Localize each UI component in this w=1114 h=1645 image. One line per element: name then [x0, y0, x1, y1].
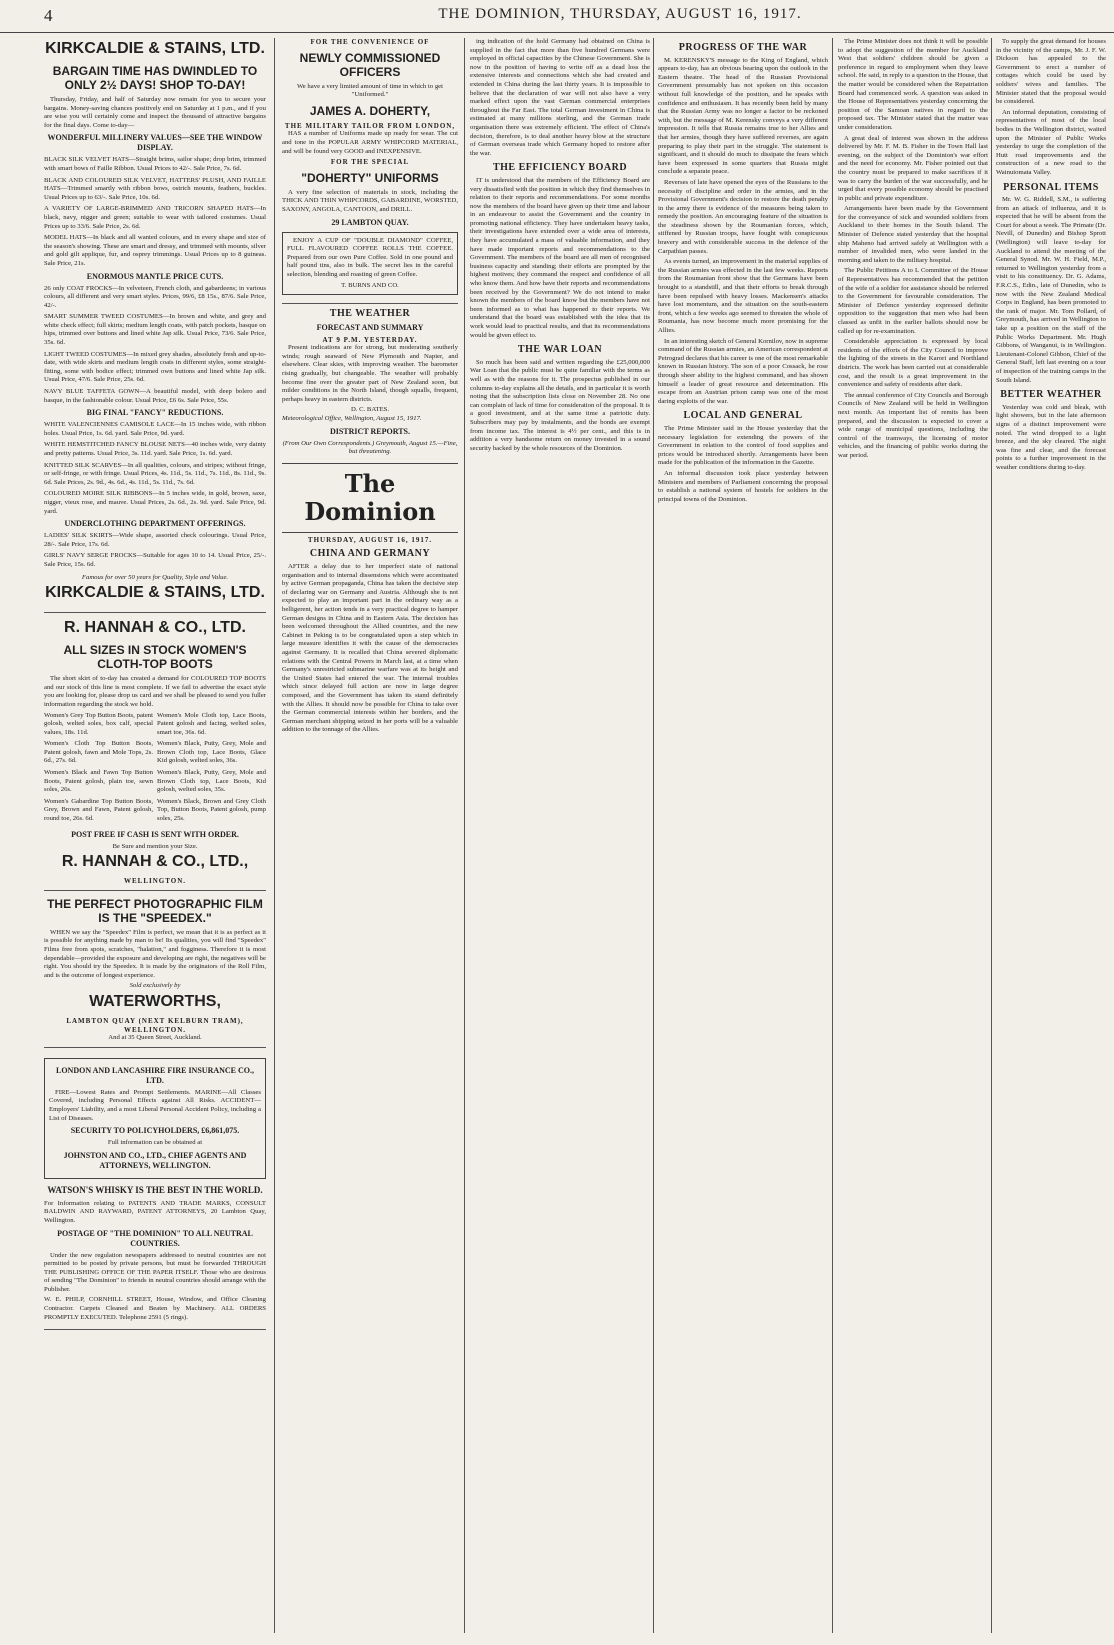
officers-headline: NEWLY COMMISSIONED OFFICERS: [299, 50, 441, 79]
post-free-notice: POST FREE IF CASH IS SENT WITH ORDER.: [71, 829, 239, 839]
article-heading: CHINA AND GERMANY: [309, 548, 431, 560]
special-line: FOR THE SPECIAL: [330, 158, 410, 167]
bargain-headline: BARGAIN TIME HAS DWINDLED TO ONLY 2½ DAYS! SHOP TO-DAY!: [52, 64, 258, 92]
column-6: [996, 38, 1106, 1633]
article-body: As events turned, an improvement in the material supplies of the Russian armies was effected in the last few weeks. Reports from the Roumanian front show that the Germans have been brought to a standstill, and that their efforts to break through have been repulsed with heavy losses. Mackensen's attacks have lost momentum, and the situation on the south-eastern front, which a few weeks ago seemed to threaten the whole of Roumania, has now become much more promising for the Allies.: [658, 258, 828, 334]
fancy-heading: BIG FINAL "FANCY" REDUCTIONS.: [86, 408, 224, 418]
article-body: Yesterday was cold and bleak, with light showers, but in the late afternoon signs of a distinct improvement were noted. The wind dropped to a light breeze, and the sky cleared. The night was fine and clear, and the forecast points to a further improvement in the weather conditions during to-day.: [996, 403, 1106, 471]
article-body: The Prime Minister said in the House yesterday that the necessary legislation for extending the powers of the Government in relation to the control of food supplies and prices would be introduced shortly. Arrangements have been made for the publication of the information in the Gazette.: [658, 424, 828, 467]
article-body: To supply the great demand for houses in the vicinity of the camps, Mr. J. F. W. Dickson has appealed to the Government to erect a number of cottages which could be used by soldiers' wives and families. The Minister stated that the proposal would be considered.: [996, 38, 1106, 106]
newspaper-header-title: THE DOMINION, THURSDAY, AUGUST 16, 1917.: [438, 6, 802, 22]
insurance-name: LONDON AND LANCASHIRE FIRE INSURANCE CO., LTD.: [55, 1065, 255, 1085]
list-item: KNITTED SILK SCARVES—In all qualities, colours, and stripes; without fringe, or self-fringe, or with fringe. Usual Prices, 4s. 11d., 5s. 11d., 7s. 11d., 8s. 11d., 9s. 6d. Sale Prices, 2s. 9d., 4s. 6d., 4s. 11d., 5s. 11d., 7s. 6d.: [44, 461, 266, 486]
film-headline: THE PERFECT PHOTOGRAPHIC FILM IS THE "SPEEDEX.": [47, 896, 263, 925]
advertiser-name: KIRKCALDIE & STAINS, LTD.: [45, 584, 265, 602]
millinery-heading: WONDERFUL MILLINERY VALUES—SEE THE WINDOW DISPLAY.: [47, 133, 263, 153]
boots-headline: ALL SIZES IN STOCK WOMEN'S CLOTH-TOP BOOTS: [63, 643, 247, 672]
forecast-body: Present indications are for strong, but moderating southerly winds; rough seaward of New Plymouth and Napier, and elsewhere. Clear skies, with improving weather. The barometer rising gradually, but changeable. The weather will probably become fine over the greater part of New Zealand soon, but milder conditions in the North Island, though squalls, frequent, perhaps heavy in eastern districts.: [282, 344, 458, 403]
forecast-office: Meteorological Office, Wellington, August 15, 1917.: [282, 415, 422, 423]
mention-size: Be Sure and mention your Size.: [112, 842, 198, 850]
bargain-intro: Thursday, Friday, and half of Saturday now remain for you to secure your bargains. Money-saving chances positively end on Saturday at 1 p.m., and if you are wise you will certainly come and inspect the thousand of attractive bargains for the final days. Come to-day—: [44, 96, 266, 129]
column-rule: [464, 38, 465, 1633]
column-rule: [274, 38, 275, 1633]
article-body: An informal deputation, consisting of representatives of most of the local bodies in the Wellington district, waited upon the Minister of Public Works yesterday to urge the completion of the Hutt road improvements and the construction of a new road to the Wainuiomata Valley.: [996, 108, 1106, 176]
article-body: The Prime Minister does not think it will be possible to adopt the suggestion of the member for Auckland West that soldiers' children should be given a preference in regard to employment when they leave school. He said, in reply to a question in the House, that the matter would be considered when the Repatriation Board had commenced work. A question was asked in the House of Representatives yesterday concerning the position of the Samoan natives in regard to the proposed tax. The Minister stated that the matter was under consideration.: [838, 38, 988, 131]
forecast-heading: FORECAST AND SUMMARY: [316, 322, 424, 332]
list-item: Women's Black, Putty, Grey, Mole and Brown Cloth top, Lace Boots, Kid golosh, welted soles, 35s.: [157, 769, 266, 794]
convenience-line: FOR THE CONVENIENCE OF: [310, 38, 430, 46]
article-body: Arrangements have been made by the Government for the conveyance of sick and wounded soldiers from Auckland to their homes in the South Island. The Minister of Defence stated yesterday that the hospital ship Maheno had arrived safely at Wellington with a number of invalided men, who were landed in the morning and taken to the military hospital.: [838, 205, 988, 264]
insurance-body: FIRE—Lowest Rates and Prompt Settlements. MARINE—All Classes Covered, including Personal Effects against All Risks. ACCIDENT—Employers' Liability, and a most Liberal Personal Accident Policy, including a List of Diseases.: [49, 1088, 261, 1122]
insurance-security: SECURITY TO POLICYHOLDERS, £6,861,075.: [70, 1126, 240, 1136]
district-sub: (From Our Own Correspondents.) Greymouth, August 15.—Fine, but threatening.: [282, 439, 458, 456]
doherty-subtitle: THE MILITARY TAILOR FROM LONDON,: [284, 121, 456, 130]
column-4: [658, 38, 828, 1633]
insurance-info: Full information can be obtained at: [107, 1139, 203, 1147]
page-number: 4: [44, 6, 53, 25]
boots-left-list: [44, 712, 153, 827]
insurance-agents: JOHNSTON AND CO., LTD., CHIEF AGENTS AND ATTORNEYS, WELLINGTON.: [63, 1150, 247, 1170]
address: LAMBTON QUAY (NEXT KELBURN TRAM), WELLINGTON.: [66, 1016, 244, 1034]
article-body: A great deal of interest was shown in the address delivered by Mr. F. M. B. Fisher in the Town Hall last evening, on the subject of the Dominion's war effort and the need for economy. Mr. Fisher pointed out that the country must be prepared to make sacrifices if it was to carry the burden of the war successfully, and he urged that every possible economy should be practised in public and private expenditure.: [838, 134, 988, 202]
coffee-advert: [282, 232, 458, 296]
article-body: The Public Petitions A to L Committee of the House of Representatives has recommended that the petition of the wife of a soldier for assistance should be referred to the Government for favourable consideration. The Minister of Defence yesterday expressed definite opposition to the suggestion that men who had been classed as unfit in the earlier ballots should now be called up for re-examination.: [838, 267, 988, 335]
city-name: WELLINGTON.: [123, 877, 187, 886]
list-item: Women's Black, Putty, Grey, Mole and Brown Cloth top, Lace Boots, Glace Kid golosh, welted soles, 36s.: [157, 740, 266, 765]
list-item: SMART SUMMER TWEED COSTUMES—In brown and white, and grey and white check effect; full skirts; medium length coats, with patch pockets, basque on hips, trimmed over buttons and lined white Jap silk. Usual Price, 73/6. Sale Price, 35s. 6d.: [44, 313, 266, 347]
address: 29 LAMBTON QUAY.: [331, 217, 409, 227]
article-body: So much has been said and written regarding the £25,000,000 War Loan that the public must be quite familiar with the terms as well as with the reasons for it. The prospectus published in our columns to-day explains all the details, and in particular it is worth noting that the subscription lists close on November 28. No one can complain of lack of time for consideration of the proposal. It is a good investment, and at the same time a patriotic duty. Subscribers may pay by instalments, and the bonds are exempt from income tax. The interest is 4½ per cent., and this is in addition a very handsome return on money invested in a sound security backed by the whole resources of the Dominion.: [470, 358, 650, 452]
article-heading: THE WAR LOAN: [517, 344, 603, 356]
list-item: 26 only COAT FROCKS—In velveteen, French cloth, and gabardeens; in various colours, all different and very smart styles. Prices, 99/6, £8 15s., 87/6. Sale Price, 42/-.: [44, 284, 266, 309]
advertiser-name: R. HANNAH & CO., LTD.,: [61, 853, 249, 871]
article-body: ing indication of the hold Germany had obtained on China is supplied in the fact that more than five hundred Germans were employed in official capacities by the Chinese Government. She is now in the position of having to write off as a dead loss the extensive interests and connections which she had created and extended in China during the last thirty years. It is impossible to believe that the declaration of war will not also have a very marked effect upon the vast German commercial enterprises throughout the Far East. The total German investment in China is estimated at many millions sterling, and the German trade organisation there was extremely efficient. The effect of China's decision, therefore, is to deal another heavy blow at the structure of German overseas trade which Germany hoped to restore after the war.: [470, 38, 650, 157]
boots-right-list: [157, 712, 266, 827]
lower-adverts: [44, 1054, 266, 1331]
nameplate-title: The Dominion: [304, 468, 436, 526]
article-heading: PROGRESS OF THE WAR: [678, 42, 808, 53]
advertiser-name: JAMES A. DOHERTY,: [309, 103, 431, 118]
weather-heading: THE WEATHER: [329, 308, 411, 320]
column-rule: [991, 38, 992, 1633]
article-body: IT is understood that the members of the Efficiency Board are very dissatisfied with the position in which they find themselves in relation to their reports and recommendations. For some months now the members of the board have given up their time and labour in an endeavour to assist the Government and the country in promoting national efficiency. They have undertaken heavy tasks, their investigations have extended over a wide area of interests, they have accumulated a mass of valuable information, and they have made important reports and recommendations to the Government. The members of the board are all men of recognised business capacity and standing; their efforts are prompted by the highest motives; they command the respect and confidence of all who know them. And how have their reports and recommendations been received by the Government? We do not intend to make known the members of the board know but the members have not been informed as to what has happened to their reports. We understand that the board was established with the idea that its work would lead to practical results, and that its recommendations would be given effect to.: [470, 176, 650, 339]
whisky-advert: WATSON'S WHISKY IS THE BEST IN THE WORLD.: [47, 1184, 263, 1195]
list-item: WHITE VALENCIENNES CAMISOLE LACE—In 15 inches wide, with ribbon holes. Usual Price, 1s. 6d. yard. Sale Price, 9d. yard.: [44, 421, 266, 437]
article-body: The annual conference of City Councils and Borough Councils of New Zealand will be held in Wellington next month. An important list of remits has been prepared, and the discussion is expected to cover a wide range of municipal questions, including the control of the tramways, the licensing of motor vehicles, and the financing of public works during the war period.: [838, 391, 988, 459]
hannah-advert: [44, 619, 266, 891]
lower-left-adverts: [44, 1054, 266, 1326]
coffee-body: ENJOY A CUP OF "DOUBLE DIAMOND" COFFEE, FULL FLAVOURED COFFEE ROLLS THE COFFEE. Prepared from our own Pure Coffee. Sold in one pound and half pound tins, also in bulk. The secret lies in the careful selection, blending and roasting of green Coffee.: [287, 236, 453, 278]
patents-advert: For Information relating to PATENTS AND TRADE MARKS, CONSULT BALDWIN AND RAYWARD, PATENT ATTORNEYS, 20 Lambton Quay, Wellington.: [44, 1199, 266, 1224]
advertiser-name: R. HANNAH & CO., LTD.: [64, 619, 246, 637]
list-item: LADIES' SILK SKIRTS—Wide shape, assorted check colourings. Usual Price, 28/-. Sale Price, 17s. 6d.: [44, 532, 266, 548]
column-2: [282, 38, 458, 1633]
film-text: WHEN we say the "Speedex" Film is perfect, we mean that it is as perfect as it is possible for anything made by man to be! Its qualities, you will find "Speedex" Films free from spots, scratches, "halation," and fogginess. Therefore it is most dependable—provided the exposure and developing are right, the negatives will be right. You should try the Speedex. It is made by the originators of the Roll Film, and is the outcome of longest experience.: [44, 928, 266, 979]
postage-text: Under the new regulation newspapers addressed to neutral countries are not permitted to be posted by private persons, but must be forwarded THROUGH THE PUBLISHING OFFICE OF THE PAPER ITSELF. Those who are desirous of sending "The Dominion" to friends in neutral countries should arrange with the Publisher.: [44, 1251, 266, 1293]
list-item: BLACK SILK VELVET HATS—Straight brims, sailor shape; drop brim, trimmed with smart bows of Faille Ribbon. Usual Prices to 42/-. Sale Price, 7s. 6d.: [44, 156, 266, 172]
district-heading: DISTRICT REPORTS.: [329, 426, 411, 436]
speedex-advert: [44, 897, 266, 1048]
coffee-signature: T. BURNS AND CO.: [341, 281, 399, 289]
list-item: Women's Black, Brown and Grey Cloth Top, Button Boots, Patent golosh, pump soles, 25s.: [157, 797, 266, 823]
column-5: [838, 38, 988, 1633]
postage-heading: POSTAGE OF "THE DOMINION" TO ALL NEUTRAL COUNTRIES.: [57, 1228, 253, 1248]
list-item: BLACK AND COLOURED SILK VELVET, HATTERS' PLUSH, AND FAILLE HATS—Trimmed smartly with ribbon bows, ostrich mounts, feathers, buckles. Usual Prices up to 63/-. Sale Price, 10s. 6d.: [44, 176, 266, 201]
forecast-time: AT 9 P.M. YESTERDAY.: [322, 335, 418, 344]
list-item: Women's Black and Fawn Top Button Boots, Patent golosh, plain toe, sewn soles, 26s.: [44, 769, 153, 794]
list-item: A VARIETY OF LARGE-BRIMMED AND TRICORN SHAPED HATS—In black, navy, nigger and green; suitable to wear with tailored costumes. Usual Prices up to 33/6. Sale Price, 2s. 6d.: [44, 205, 266, 230]
boots-intro: The short skirt of to-day has created a demand for COLOURED TOP BOOTS and our stock of this line is most complete. If we fail to advertise the exact style you are looking for, please drop us card and we shall be pleased to send you fuller information regarding the stock we hold.: [44, 675, 266, 708]
dominion-nameplate: [282, 463, 458, 533]
advertiser-name: KIRKCALDIE & STAINS, LTD.: [45, 40, 265, 57]
list-item: GIRLS' NAVY SERGE FROCKS—Suitable for ages 10 to 14. Usual Price, 25/-. Sale Price, 15s. 6d.: [44, 552, 266, 568]
list-item: LIGHT TWEED COSTUMES—In mixed grey shades, absolutely fresh and up-to-date, with wide skirts and medium length coats in different styles, some straight-fitting, some with bodice effect; trimmed own buttons and lined white Jap silk. Usual Price, 47/6. Sale Price, 25s. 6d.: [44, 350, 266, 384]
article-body: M. KERENSKY'S message to the King of England, which appears to-day, has an obvious bearing upon the outlook in the Eastern theatre. The head of the Russian Provisional Government presumably has not spoken on this occasion without full knowledge of the position, and he speaks with confidence and enthusiasm. It has recently been held by many that the Russian Army was no longer a factor to be reckoned with, but the message of M. Kerensky conveys a very different impression. It tells that Russia remains true to her Allies and that her armies, though they have suffered reverses, are again preparing to play their part in the struggle. The statement is significant, and it should do much to dissipate the fears which have been expressed in some quarters that Russia might conclude a separate peace.: [658, 56, 828, 176]
article-body: AFTER a delay due to her imperfect state of national organisation and to internal dissensions which were accentuated by active German propaganda, China has taken the decisive step of declaring war on Germany and Austria. Although she is not expected to play an important part in the ordinary way as a belligerent, her action tends in a very practical degree to hamper German designs in China and in Eastern Asia. The decision has been welcomed throughout the Allied countries, and the new Cabinet in Peking is to be congratulated upon a step which in large measure identifies it with the cause of the democracies against Germany. It is recalled that China severed diplomatic relations with the Central Powers in March last, at a time when Germany's unrestricted submarine warfare was at its height and the United States had entered the war. The internal troubles which since delayed full action are now in large degree composed, and the Government has taken its stand definitely with the Allies. It should now be possible for China to take over the German commercial interests within her borders, and the German merchant shipping seized in her ports will be a valuable addition to the tonnage of the Allies.: [282, 563, 458, 734]
article-heading: BETTER WEATHER: [1000, 389, 1102, 401]
article-heading: THE EFFICIENCY BOARD: [492, 162, 628, 174]
doherty-advert: [282, 38, 458, 304]
list-item: NAVY BLUE TAFFETA GOWN—A beautiful model, with deep bolero and basque, in the fashionable colour. Usual Price, £6 6s. Sale Price, 55s.: [44, 388, 266, 404]
special-name: "DOHERTY" UNIFORMS: [301, 170, 439, 185]
list-item: MODEL HATS—In black and all wanted colours, and in every shape and size of the season's showing. These are smart and dressy, and trimmed with mounts, silver and gold gilt applique, fur, and osprey trimmings. Usual Prices up to 8 guineas. Sale Price, 21s.: [44, 234, 266, 267]
insurance-advert: [44, 1058, 266, 1179]
article-body: Reverses of late have opened the eyes of the Russians to the necessity of discipline and order in the armies, and in the Provisional Government's decision to restore the death penalty in the army there is evidence of the measures being taken to remedy the position. An encouraging feature of the situation is the steadiness shown by the Roumanian forces, which, stiffened by Russian troops, have fought with conspicuous bravery and with considerable success in the defence of the Carpathian passes.: [658, 178, 828, 255]
doherty-body: HAS a number of Uniforms made up ready for wear. The cut and tone in the POPULAR ARMY WHIPCORD MATERIAL, and will be found very GOOD and INEXPENSIVE.: [282, 130, 458, 155]
list-item: Women's Gabardine Top Button Boots, Grey, Brown and Fawn, Patent golosh, round toe, 26s. 6d.: [44, 797, 153, 823]
masthead: [0, 0, 1114, 33]
article-body: An informal discussion took place yesterday between Ministers and members of Parliament concerning the proposal to establish a national system of hostels for soldiers in the principal towns of the Dominion.: [658, 469, 828, 503]
article-heading: LOCAL AND GENERAL: [683, 410, 803, 422]
forecast-signature: D. C. BATES.: [350, 406, 390, 414]
kirkcaldie-advert: [44, 40, 266, 613]
underclothing-heading: UNDERCLOTHING DEPARTMENT OFFERINGS.: [64, 519, 246, 529]
article-body: Considerable appreciation is expressed by local residents of the efforts of the City Council to improve the lighting of the streets in the Karori and Northland districts. The work has been carried out at considerable cost, and the result is a great improvement in the convenience and safety of residents after dark.: [838, 338, 988, 389]
address: And at 35 Queen Street, Auckland.: [108, 1034, 202, 1042]
column-3: [470, 38, 650, 1633]
philp-advert: W. E. PHILP, CORNHILL STREET, House, Window, and Office Cleaning Contractor. Carpets Cleaned and Beaten by Machinery. ALL ORDERS PROMPTLY EXECUTED. Telephone 2591 (5 rings).: [44, 1296, 266, 1321]
article-body: In an interesting sketch of General Kornilov, now in supreme command of the Russian armies, an American correspondent at Petrograd declares that his career is one of the most remarkable known in Russian history. The son of a poor Cossack, he rose through sheer ability to the highest command, and has shown himself a leader of great resource and determination. His escape from an Austrian prison camp was one of the most daring exploits of the war.: [658, 337, 828, 405]
issue-date: THURSDAY, AUGUST 16, 1917.: [307, 535, 433, 544]
special-body: A very fine selection of materials in stock, including the THICK AND THIN WHIPCORDS, GABARDINE, WORSTED, SAXONY, ANGOLA, CANTOON, and DRILL.: [282, 188, 458, 213]
list-item: Women's Cloth Top Button Boots, Patent golosh, fawn and Mole Tops, 2s. 6d., 27s. 6d.: [44, 740, 153, 765]
sold-by: Sold exclusively by: [129, 982, 181, 990]
list-item: COLOURED MOIRE SILK RIBBONS—In 5 inches wide, in gold, brown, saxe, nigger, vieux rose, and mauve. Usual Prices, 2s. 6d., 2s. 9d. yard. Sale Price, 9d. yard.: [44, 490, 266, 515]
column-rule: [653, 38, 654, 1633]
list-item: Women's Mole Cloth top, Lace Boots, Patent golosh and facing, welted soles, smart toe, 36s. 6d.: [157, 711, 266, 736]
list-item: Women's Grey Top Button Boots, patent golosh, welted soles, box calf, special values, 18s. 11d.: [44, 711, 153, 736]
column-1-advertisements: [44, 38, 266, 1633]
famous-tagline: Famous for over 50 years for Quality, Style and Value.: [81, 573, 229, 581]
list-item: WHITE HEMSTITCHED FANCY BLOUSE NETS—40 inches wide, very dainty and pretty patterns. Usual Price, 3s. 11d. yard. Sale Price, 1s. 6d. yard.: [44, 441, 266, 457]
doherty-intro: We have a very limited amount of time in which to get "Uniformed.": [297, 82, 443, 99]
mantle-heading: ENORMOUS MANTLE PRICE CUTS.: [86, 271, 224, 281]
boots-lists: [44, 712, 266, 827]
article-heading: PERSONAL ITEMS: [1003, 181, 1099, 193]
column-rule: [832, 38, 833, 1633]
advertiser-name: WATERWORTHS,: [89, 992, 221, 1010]
article-body: Mr. W. G. Riddell, S.M., is suffering from an attack of influenza, and it is expected that he will be absent from the Court for about a week. The Primate (Dr. Nevill, of Dunedin) and Bishop Sprott (Wellington) will leave to-day for Auckland to attend the meeting of the General Synod. Mr. W. H. Field, M.P., returned to Wellington yesterday from a visit to his constituency. Dr. G. Adams, F.R.C.S., Edin., late of Dunedin, who is now with the New Zealand Medical Corps in England, has been promoted to the rank of major. Mr. Tom Pollard, of Greymouth, has arrived in Wellington to take up a position on the staff of the Public Works Department. Mr. Hugh Gibbons, of Wanganui, is in Wellington. Lieutenant-Colonel Gibbon, Chief of the General Staff, left last evening on a tour of inspection of the training camps in the South Island.: [996, 196, 1106, 384]
